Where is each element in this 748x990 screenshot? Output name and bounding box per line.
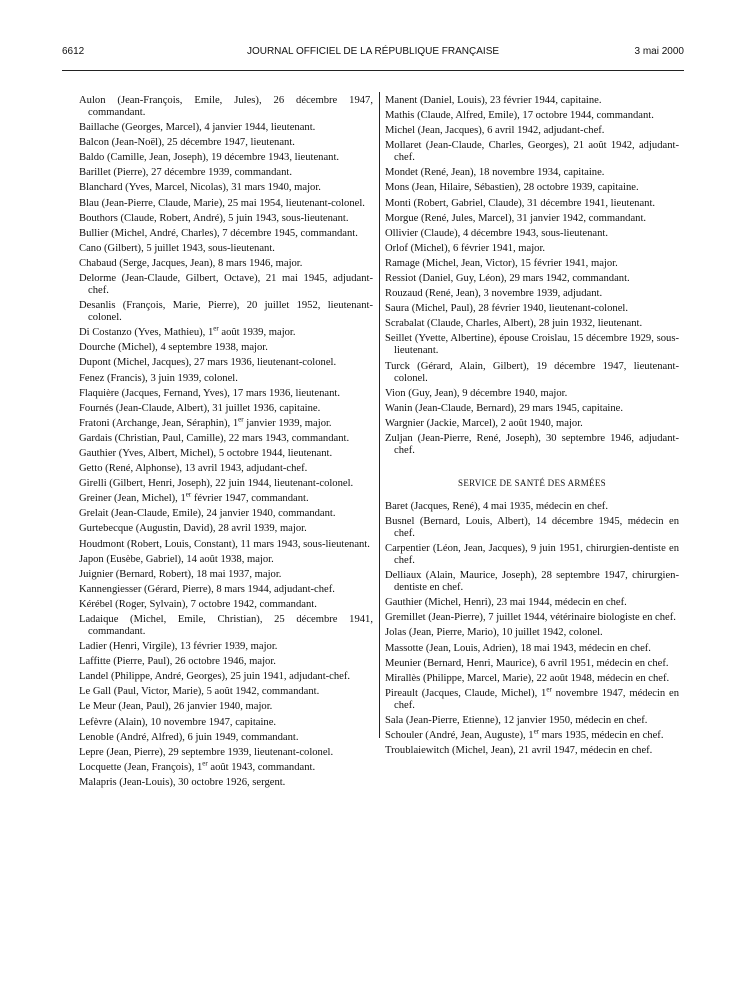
list-entry: Orlof (Michel), 6 février 1941, major. (385, 242, 546, 254)
list-entry: Zuljan (Jean-Pierre, René, Joseph), 30 septembre 1946, adjudant-chef. (385, 432, 679, 456)
list-entry: Barillet (Pierre), 27 décembre 1939, commandant. (79, 167, 292, 179)
list-entry: Ladier (Henri, Virgile), 13 février 1939, major. (79, 641, 278, 653)
list-entry: Ressiot (Daniel, Guy, Léon), 29 mars 1942, commandant. (385, 273, 630, 285)
list-entry: Gurtebecque (Augustin, David), 28 avril 1939, major. (79, 523, 307, 535)
list-entry: Fournés (Jean-Claude, Albert), 31 juillet 1936, capitaine. (79, 402, 321, 414)
list-entry: Baillache (Georges, Marcel), 4 janvier 1944, lieutenant. (79, 122, 316, 134)
list-entry: Landel (Philippe, André, Georges), 25 juin 1941, adjudant-chef. (79, 671, 351, 683)
list-entry: Delorme (Jean-Claude, Gilbert, Octave), 21 mai 1945, adjudant-chef. (79, 273, 373, 297)
list-entry: Blanchard (Yves, Marcel, Nicolas), 31 mars 1940, major. (79, 182, 321, 194)
list-entry: Jolas (Jean, Pierre, Mario), 10 juillet 1942, colonel. (385, 627, 603, 639)
list-entry: Mirallès (Philippe, Marcel, Marie), 22 août 1948, médecin en chef. (385, 672, 670, 684)
list-entry: Delliaux (Alain, Maurice, Joseph), 28 septembre 1947, chirurgien-dentiste en chef. (385, 570, 679, 594)
list-entry: Scrabalat (Claude, Charles, Albert), 28 juin 1932, lieutenant. (385, 318, 643, 330)
section-list (385, 501, 679, 757)
list-entry: Michel (Jean, Jacques), 6 avril 1942, adjudant-chef. (385, 125, 605, 137)
list-entry: Greiner (Jean, Michel), 1er février 1947, commandant. (79, 490, 309, 505)
list-entry: Girelli (Gilbert, Henri, Joseph), 22 juin 1944, lieutenant-colonel. (79, 478, 354, 490)
list-entry: Baldo (Camille, Jean, Joseph), 19 décembre 1943, lieutenant. (79, 152, 340, 164)
list-entry: Troublaiewitch (Michel, Jean), 21 avril 1947, médecin en chef. (385, 745, 653, 757)
list-entry: Gauthier (Yves, Albert, Michel), 5 octobre 1944, lieutenant. (79, 447, 333, 459)
list-entry: Gardais (Christian, Paul, Camille), 22 mars 1943, commandant. (79, 432, 350, 444)
list-entry: Kannengiesser (Gérard, Pierre), 8 mars 1944, adjudant-chef. (79, 583, 335, 595)
list-entry: Vion (Guy, Jean), 9 décembre 1940, major. (385, 387, 568, 399)
list-entry: Balcon (Jean-Noël), 25 décembre 1947, lieutenant. (79, 137, 295, 149)
list-entry: Chabaud (Serge, Jacques, Jean), 8 mars 1946, major. (79, 257, 303, 269)
list-entry: Laffitte (Pierre, Paul), 26 octobre 1946, major. (79, 656, 276, 668)
list-entry: Bouthors (Claude, Robert, André), 5 juin 1943, sous-lieutenant. (79, 212, 349, 224)
list-entry: Mons (Jean, Hilaire, Sébastien), 28 octobre 1939, capitaine. (385, 182, 639, 194)
section-title: SERVICE DE SANTÉ DES ARMÉES (458, 477, 606, 488)
list-entry: Lefèvre (Alain), 10 novembre 1947, capitaine. (79, 716, 277, 728)
list-entry: Saura (Michel, Paul), 28 février 1940, lieutenant-colonel. (385, 303, 628, 315)
list-entry: Turck (Gérard, Alain, Gilbert), 19 décembre 1947, lieutenant-colonel. (385, 360, 679, 384)
issue-date: 3 mai 2000 (634, 46, 684, 57)
list-entry: Sala (Jean-Pierre, Etienne), 12 janvier 1950, médecin en chef. (385, 714, 648, 726)
list-entry: Fratoni (Archange, Jean, Séraphin), 1er janvier 1939, major. (79, 415, 332, 429)
list-entry: Japon (Eusèbe, Gabriel), 14 août 1938, major. (79, 553, 274, 565)
list-entry: Morgue (René, Jules, Marcel), 31 janvier 1942, commandant. (385, 212, 647, 224)
list-entry: Massotte (Jean, Louis, Adrien), 18 mai 1943, médecin en chef. (385, 642, 651, 654)
list-entry: Wargnier (Jackie, Marcel), 2 août 1940, major. (385, 417, 583, 429)
list-entry: Bullier (Michel, André, Charles), 7 décembre 1945, commandant. (79, 227, 358, 239)
list-entry: Carpentier (Léon, Jean, Jacques), 9 juin 1951, chirurgien-dentiste en chef. (385, 543, 679, 567)
list-entry: Getto (René, Alphonse), 13 avril 1943, adjudant-chef. (79, 463, 308, 475)
list-entry: Malapris (Jean-Louis), 30 octobre 1926, sergent. (79, 776, 286, 788)
list-entry: Le Meur (Jean, Paul), 26 janvier 1940, major. (79, 701, 273, 713)
list-entry: Ollivier (Claude), 4 décembre 1943, sous-lieutenant. (385, 227, 608, 239)
list-entry: Lenoble (André, Alfred), 6 juin 1949, commandant. (79, 731, 299, 743)
page-header (62, 44, 684, 60)
list-entry: Baret (Jacques, René), 4 mai 1935, médecin en chef. (385, 500, 608, 512)
list-entry: Mathis (Claude, Alfred, Emile), 17 octobre 1944, commandant. (385, 110, 654, 122)
list-entry: Manent (Daniel, Louis), 23 février 1944, capitaine. (385, 95, 602, 106)
list-entry: Aulon (Jean-François, Emile, Jules), 26 décembre 1947, commandant. (79, 95, 373, 118)
list-entry: Le Gall (Paul, Victor, Marie), 5 août 1942, commandant. (79, 686, 320, 698)
list-entry: Schouler (André, Jean, Auguste), 1er mars 1935, médecin en chef. (385, 727, 664, 741)
list-entry: Dourche (Michel), 4 septembre 1938, major. (79, 342, 268, 354)
list-entry: Pireault (Jacques, Claude, Michel), 1er novembre 1947, médecin en chef. (385, 685, 679, 711)
list-entry: Ramage (Michel, Jean, Victor), 15 février 1941, major. (385, 257, 618, 269)
list-entry: Cano (Gilbert), 5 juillet 1943, sous-lieutenant. (79, 242, 275, 254)
list-entry: Kérébel (Roger, Sylvain), 7 octobre 1942, commandant. (79, 598, 317, 610)
list-entry: Juignier (Bernard, Robert), 18 mai 1937, major. (79, 568, 282, 580)
list-entry: Meunier (Bernard, Henri, Maurice), 6 avril 1951, médecin en chef. (385, 657, 669, 669)
list-entry: Wanin (Jean-Claude, Bernard), 29 mars 1945, capitaine. (385, 402, 624, 414)
right-column (385, 95, 679, 760)
list-entry: Locquette (Jean, François), 1er août 1943, commandant. (79, 759, 316, 773)
list-entry: Desanlis (François, Marie, Pierre), 20 juillet 1952, lieutenant-colonel. (79, 300, 373, 324)
list-entry: Grelait (Jean-Claude, Emile), 24 janvier 1940, commandant. (79, 508, 336, 520)
list-entry: Gremillet (Jean-Pierre), 7 juillet 1944, vétérinaire biologiste en chef. (385, 612, 676, 624)
list-entry: Mollaret (Jean-Claude, Charles, Georges), 21 août 1942, adjudant-chef. (385, 140, 679, 164)
list-entry: Di Costanzo (Yves, Mathieu), 1er août 1939, major. (79, 324, 296, 339)
list-entry: Blau (Jean-Pierre, Claude, Marie), 25 mai 1954, lieutenant-colonel. (79, 197, 365, 209)
right-column-list (385, 95, 679, 457)
list-entry: Flaquière (Jacques, Fernand, Yves), 17 mars 1936, lieutenant. (79, 387, 340, 399)
list-entry: Ladaique (Michel, Emile, Christian), 25 décembre 1941, commandant. (79, 614, 373, 637)
column-divider (379, 92, 380, 738)
list-entry: Monti (Robert, Gabriel, Claude), 31 décembre 1941, lieutenant. (385, 197, 656, 209)
list-entry: Mondet (René, Jean), 18 novembre 1934, capitaine. (385, 167, 605, 179)
list-entry: Busnel (Bernard, Louis, Albert), 14 décembre 1945, médecin en chef. (385, 515, 679, 539)
list-entry: Lepre (Jean, Pierre), 29 septembre 1939, lieutenant-colonel. (79, 746, 334, 758)
list-entry: Fenez (Francis), 3 juin 1939, colonel. (79, 372, 238, 384)
list-entry: Dupont (Michel, Jacques), 27 mars 1936, lieutenant-colonel. (79, 357, 337, 369)
header-rule (62, 70, 684, 71)
list-entry: Rouzaud (René, Jean), 3 novembre 1939, adjudant. (385, 288, 603, 300)
journal-title: JOURNAL OFFICIEL DE LA RÉPUBLIQUE FRANÇAISE (246, 46, 500, 57)
list-entry: Seillet (Yvette, Albertine), épouse Croislau, 15 décembre 1929, sous-lieutenant. (385, 333, 679, 357)
list-entry: Gauthier (Michel, Henri), 23 mai 1944, médecin en chef. (385, 597, 627, 609)
list-entry: Houdmont (Robert, Louis, Constant), 11 mars 1943, sous-lieutenant. (79, 538, 370, 550)
left-column (79, 95, 373, 792)
page-number: 6612 (62, 46, 85, 57)
